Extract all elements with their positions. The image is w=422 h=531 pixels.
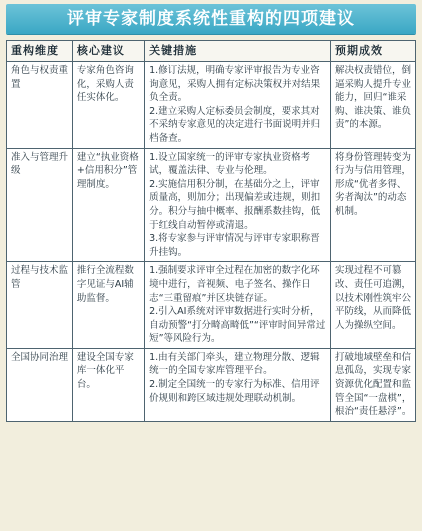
table-row: [7, 148, 416, 262]
table-row: [7, 348, 416, 421]
cell-core: 建设全国专家库一体化平台。: [72, 348, 144, 421]
table-row: [7, 62, 416, 149]
page-title: 评审专家制度系统性重构的四项建议: [6, 4, 416, 34]
cell-outcome: 解决权责错位，倒逼采购人提升专业能力，回归“谁采购、谁决策、谁负责”的本源。: [331, 62, 416, 149]
header-measures: 关键措施: [145, 41, 331, 62]
cell-outcome: 将身份管理转变为行为与信用管理，形成“优者多得、劣者淘汰”的动态机制。: [331, 148, 416, 262]
table-row: [7, 262, 416, 349]
cell-dimension: 过程与技术监管: [7, 262, 73, 349]
cell-dimension: 全国协同治理: [7, 348, 73, 421]
cell-measures: 1.由有关部门牵头，建立物理分散、逻辑统一的全国专家库管理平台。 2.制定全国统一的专家行为标准、信用评价规则和跨区域违规处理联动机制。: [145, 348, 331, 421]
cell-outcome: 打破地域壁垒和信息孤岛，实现专家资源优化配置和监管全国“一盘棋”，根治“责任悬浮”。: [331, 348, 416, 421]
cell-measures: 1.强制要求评审全过程在加密的数字化环境中进行，音视频、电子签名、操作日志“三重留痕”并区块链存证。 2.引入AI系统对评审数据进行实时分析，自动预警“打分畸高畸低”“评审时间异常过短”等风险行为。: [145, 262, 331, 349]
cell-core: 推行全流程数字见证与AI辅助监督。: [72, 262, 144, 349]
cell-core: 专家角色咨询化，采购人责任实体化。: [72, 62, 144, 149]
recommendations-table: [6, 40, 416, 422]
cell-core: 建立“执业资格+信用积分”管理制度。: [72, 148, 144, 262]
header-outcome: 预期成效: [331, 41, 416, 62]
table-header-row: [7, 41, 416, 62]
cell-dimension: 角色与权责重置: [7, 62, 73, 149]
header-core: 核心建议: [72, 41, 144, 62]
cell-dimension: 准入与管理升级: [7, 148, 73, 262]
header-dimension: 重构维度: [7, 41, 73, 62]
cell-measures: 1.设立国家统一的评审专家执业资格考试，覆盖法律、专业与伦理。 2.实施信用积分制，在基础分之上，评审质量高，则加分；出现偏差或违规，则扣分。积分与抽中概率、报酬系数挂钩，低于红线自动暂停或清退。 3.将专家参与评审情况与评审专家职称晋升挂钩。: [145, 148, 331, 262]
cell-measures: 1.修订法规，明确专家评审报告为专业咨询意见，采购人拥有定标决策权并对结果负全责。 2.建立采购人定标委员会制度，要求其对不采纳专家意见的决定进行书面说明并归档备查。: [145, 62, 331, 149]
cell-outcome: 实现过程不可篡改、责任可追溯，以技术刚性筑牢公平防线，从而降低人为操纵空间。: [331, 262, 416, 349]
